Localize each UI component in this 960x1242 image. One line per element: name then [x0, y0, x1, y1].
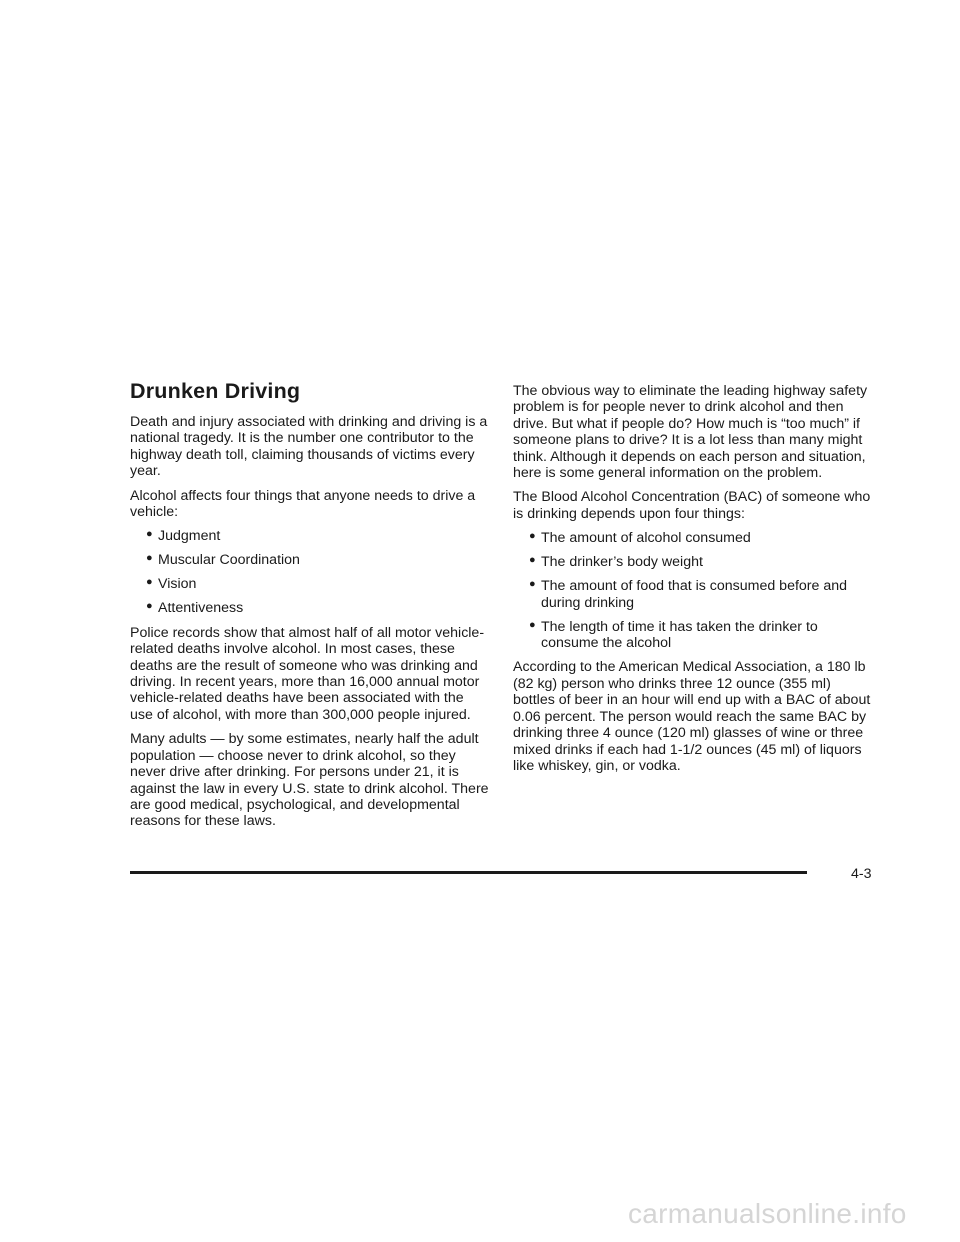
list-item: ● The drinker’s body weight [529, 554, 703, 571]
paragraph: Police records show that almost half of all motor vehicle-related deaths involve alcohol. In most cases, these deaths are the result of someone who was drinking and driving. In recent years, more than 16,000 annual motor vehicle-related deaths have been associated with the use of alcohol, with more than 300,000 people injured. [130, 624, 485, 723]
section-title: Drunken Driving [130, 379, 301, 403]
footer-rule [130, 871, 807, 874]
bullet-list [130, 528, 490, 616]
list-item: ● The amount of food that is consumed before and during drinking [529, 578, 848, 611]
bullet-icon: ● [529, 618, 536, 631]
paragraph: Alcohol affects four things that anyone needs to drive a vehicle: [130, 487, 476, 521]
watermark: carmanualsonline.info [628, 1198, 907, 1229]
paragraph: According to the American Medical Association, a 180 lb (82 kg) person who drinks three 12 ounce (355 ml) bottles of beer in an hour will end up with a BAC of about 0.06 percent. The person would reach the same BAC by drinking three 4 ounce (120 ml) glasses of wine or three mixed drinks if each had 1-1/2 ounces (45 ml) of liquors like whiskey, gin, or vodka. [513, 659, 871, 774]
bullet-icon: ● [529, 578, 536, 591]
bullet-icon: ● [146, 528, 153, 541]
list-item: ● Judgment [146, 528, 221, 545]
left-column [130, 378, 490, 838]
bullet-icon: ● [146, 600, 153, 613]
list-item: ● The amount of alcohol consumed [529, 530, 751, 547]
list-item: ● Attentiveness [146, 600, 244, 617]
bullet-icon: ● [146, 552, 153, 565]
bullet-icon: ● [146, 576, 153, 589]
list-item: ● Muscular Coordination [146, 552, 300, 569]
paragraph: Many adults — by some estimates, nearly half the adult population — choose never to drink alcohol, so they never drive after drinking. For persons under 21, it is against the law in every U.S. state to drink alcohol. There are good medical, psychological, and developmental reasons for these laws. [130, 731, 489, 830]
list-item: ● The length of time it has taken the drinker to consume the alcohol [529, 618, 818, 652]
paragraph: The obvious way to eliminate the leading highway safety problem is for people never to drink alcohol and then drive. But what if people do? How much is “too much” if someone plans to drive? It is a lot less than many might think. Although it depends on each person and situation, here is some general information on the problem. [513, 383, 868, 482]
bullet-list [513, 530, 873, 651]
right-column [513, 383, 873, 782]
paragraph: The Blood Alcohol Concentration (BAC) of someone who is drinking depends upon four things: [513, 489, 871, 522]
paragraph: Death and injury associated with drinking and driving is a national tragedy. It is the number one contributor to the highway death toll, claiming thousands of victims every year. [130, 414, 488, 480]
list-item: ● Vision [146, 576, 197, 593]
bullet-icon: ● [529, 554, 536, 567]
page-number: 4-3 [851, 866, 872, 882]
bullet-icon: ● [529, 530, 536, 543]
